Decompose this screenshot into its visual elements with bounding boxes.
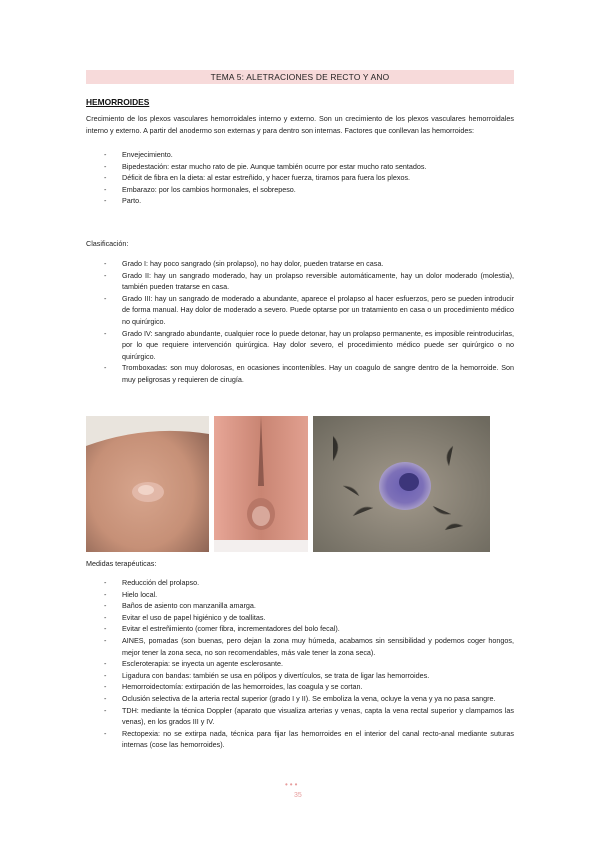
list-item: - Hielo local. bbox=[104, 589, 158, 599]
list-item: - Parto. bbox=[104, 196, 142, 206]
classification-label: Clasificación: bbox=[86, 239, 129, 248]
classification-list bbox=[86, 258, 514, 386]
list-item: - Baños de asiento con manzanilla amarga. bbox=[104, 601, 256, 611]
list-item: - Escleroterapia: se inyecta un agente esclerosante. bbox=[104, 659, 284, 669]
section-heading: HEMORROIDES bbox=[86, 97, 150, 107]
list-item: - Tromboxadas: son muy dolorosas, en ocasiones incontenibles. Hay un coagulo de sangre dentro de la hemorroide. Son muy peligrosas y requieren de cirugía. bbox=[104, 363, 514, 384]
clinical-photo-2 bbox=[214, 416, 308, 552]
list-item: - Embarazo: por los cambios hormonales, el sobrepeso. bbox=[104, 184, 296, 194]
list-item: - Evitar el estreñimiento (comer fibra, incrementadores del bolo fecal). bbox=[104, 624, 340, 634]
clinical-photo-1 bbox=[86, 416, 209, 552]
footer-ornament: ••• bbox=[285, 780, 300, 789]
clinical-photo-3 bbox=[313, 416, 490, 552]
list-item: - Bipedestación: estar mucho rato de pie. Aunque también ocurre por estar mucho rato sentados. bbox=[104, 161, 427, 171]
list-item: - Déficit de fibra en la dieta: al estar estreñido, y hacer fuerza, tiramos para fuera los plexos. bbox=[104, 173, 411, 183]
measures-label: Medidas terapéuticas: bbox=[86, 559, 157, 568]
page-number: 35 bbox=[294, 792, 302, 799]
list-item: - Envejecimiento. bbox=[104, 150, 173, 159]
list-item: - Oclusión selectiva de la arteria rectal superior (grado I y II). Se emboliza la vena, ocluye la vena y ya no pasa sangre. bbox=[104, 693, 496, 703]
page-title: TEMA 5: ALETRACIONES DE RECTO Y ANO bbox=[86, 70, 514, 84]
factors-list bbox=[86, 149, 514, 207]
list-item: - Grado III: hay un sangrado de moderado a abundante, aparece el prolapso al hacer esfuerzos, pero se pueden introducir de forma manual. Hay dolor de moderado a severo. Puede optarse por un tratamiento en casa o un procedimiento médico no quirúrgico. bbox=[104, 293, 514, 326]
list-item: - Ligadura con bandas: también se usa en pólipos y divertículos, se trata de ligar las hemorroides. bbox=[104, 670, 430, 680]
list-item: - TDH: mediante la técnica Doppler (aparato que visualiza arterias y venas, capta la vena rectal superior y clampamos las venas), en los grados III y IV. bbox=[104, 705, 514, 727]
list-item: - Rectopexia: no se extirpa nada, técnica para fijar las hemorroides en el interior del canal recto-anal mediante suturas internas (cose las hemorroides). bbox=[104, 728, 514, 750]
list-item: - Grado II: hay un sangrado moderado, hay un prolapso reversible automáticamente, hay un dolor moderado (molestia), también pueden tratarse en casa. bbox=[104, 270, 514, 292]
list-item: - Grado I: hay poco sangrado (sin prolapso), no hay dolor, pueden tratarse en casa. bbox=[104, 259, 384, 268]
list-item: - Hemorroidectomía: extirpación de las hemorroides, las coagula y se cortan. bbox=[104, 682, 363, 692]
measures-list bbox=[86, 577, 514, 751]
list-item: - Evitar el uso de papel higiénico y de toallitas. bbox=[104, 612, 266, 622]
list-item: - Reducción del prolapso. bbox=[104, 578, 200, 587]
intro-paragraph: Crecimiento de los plexos vasculares hemorroidales interno y externo. Son un crecimiento de los plexos vasculares hemorroidales interno y externo. A partir del anodermo son externas y para dentro son internas. Factores que conllevan las hemorroides: bbox=[86, 114, 514, 135]
list-item: - AINES, pomadas (son buenas, pero dejan la zona muy húmeda, acabamos sin sensibilidad y podemos coger hongos, mejor tener la zona seca, no son recomendables, más vale tener la zona seca). bbox=[104, 635, 514, 657]
list-item: - Grado IV: sangrado abundante, cualquier roce lo puede detonar, hay un prolapso permanente, es imposible reintroducirlas, por lo que requiere intervención quirúrgica. Hay dolor severo, el procedimiento médico puede ser quirúrgico o no quirúrgico. bbox=[104, 328, 514, 361]
